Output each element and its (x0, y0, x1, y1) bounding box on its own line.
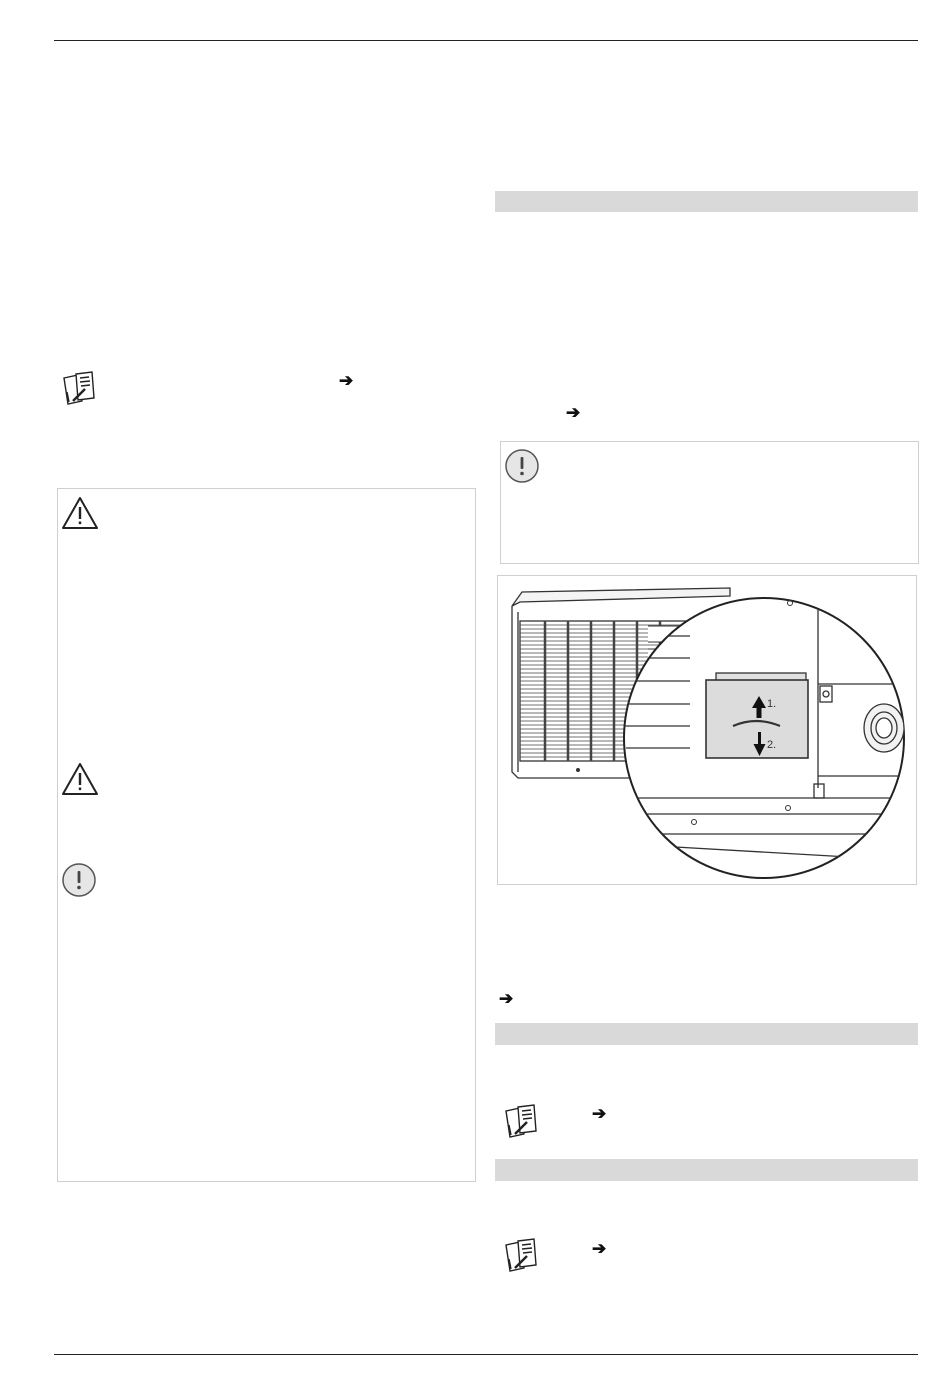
warnings-box (57, 488, 476, 1182)
exclamation-circle-icon (61, 862, 97, 898)
heat-pump-cover-illustration (498, 576, 916, 884)
step-2-label: 2. (767, 739, 777, 751)
reference-arrow-icon: ➔ (339, 371, 354, 390)
warning-triangle-icon (61, 496, 99, 530)
section-heading-bar (495, 1159, 918, 1181)
notice-box (500, 441, 919, 564)
header-rule (54, 40, 918, 41)
reference-arrow-icon: ➔ (499, 989, 514, 1008)
section-heading-bar (495, 191, 918, 212)
documentation-reference-icon (500, 1235, 544, 1279)
reference-arrow-icon: ➔ (592, 1239, 607, 1258)
documentation-reference-icon (500, 1101, 544, 1145)
reference-arrow-icon: ➔ (592, 1104, 607, 1123)
step-1-label: 1. (767, 698, 777, 710)
warning-triangle-icon (61, 762, 99, 796)
exclamation-circle-icon (504, 448, 540, 484)
reference-arrow-icon: ➔ (566, 403, 581, 422)
footer-rule (54, 1354, 918, 1355)
documentation-reference-icon (58, 368, 102, 412)
section-heading-bar (495, 1023, 918, 1045)
